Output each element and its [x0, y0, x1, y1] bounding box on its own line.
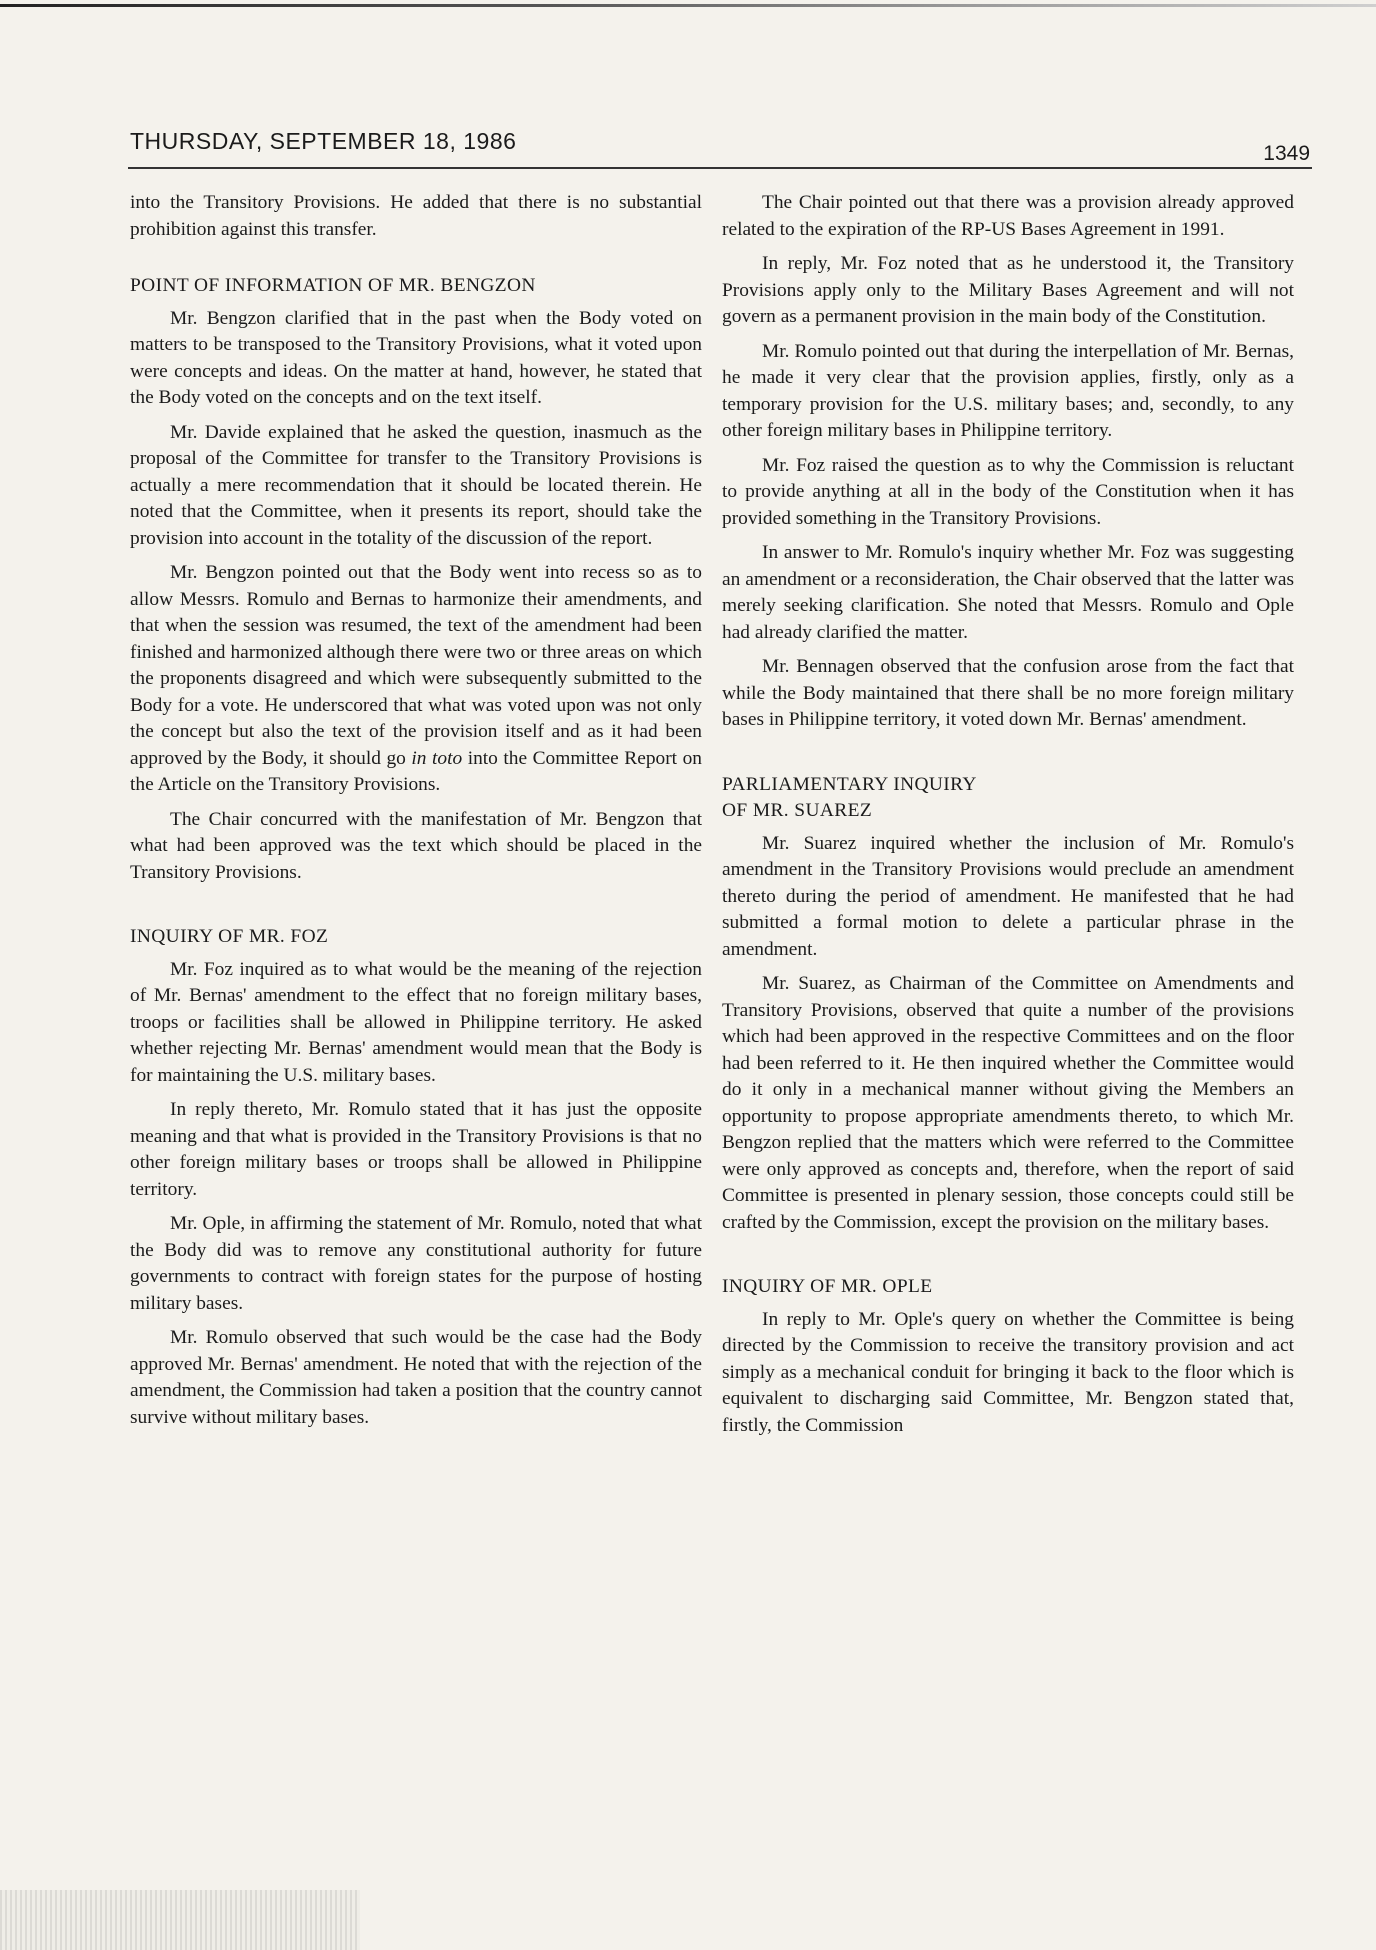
page-header — [130, 128, 1310, 164]
right-column — [722, 190, 1294, 1447]
paragraph: In reply, Mr. Foz noted that as he understood it, the Transitory Provisions apply only to the Military Bases Agreement and will not govern as a permanent provision in the main body of the Constitution. — [722, 253, 1294, 327]
section-heading: POINT OF INFORMATION OF MR. BENGZON — [130, 275, 536, 296]
paragraph: Mr. Foz raised the question as to why the Commission is reluctant to provide anything at all in the body of the Constitution when it has provided something in the Transitory Provisions. — [722, 454, 1294, 529]
paragraph: In reply to Mr. Ople's query on whether the Committee is being directed by the Commission to receive the transitory provision and act simply as a mechanical conduit for bringing it back to the floor which is equivalent to discharging said Committee, Mr. Bengzon stated that, firstly, the Commission — [722, 1308, 1294, 1436]
paragraph-text: into the Committee Report on the Article on the Transitory Provisions. — [130, 747, 702, 795]
paragraph: The Chair pointed out that there was a provision already approved related to the expiration of the RP-US Bases Agreement in 1991. — [722, 192, 1294, 240]
paragraph: Mr. Suarez, as Chairman of the Committee on Amendments and Transitory Provisions, observed that quite a number of the provisions which had been approved in the respective Committees and on the floor had been referred to it. He then inquired whether the Committee would do it only in a mechanical manner without giving the Members an opportunity to propose appropriate amendments thereto, to which Mr. Bengzon replied that the matters which were referred to the Committee were only approved as concepts and, therefore, when the report of said Committee is presented in plenary session, those concepts could still be crafted by the Commission, except the provision on the military bases. — [722, 973, 1294, 1233]
paragraph: Mr. Foz inquired as to what would be the meaning of the rejection of Mr. Bernas' amendment to the effect that no foreign military bases, troops or facilities shall be allowed in Philippine territory. He asked whether rejecting Mr. Bernas' amendment would mean that the Body is for maintaining the U.S. military bases. — [130, 958, 702, 1086]
section-heading: INQUIRY OF MR. FOZ — [130, 926, 329, 947]
paragraph-text: Mr. Bengzon pointed out that the Body went into recess so as to allow Messrs. Romulo and Bernas to harmonize their amendments, and that when the session was resumed, the text of the amendment had been finished and harmonized although there were two or three areas on which the proponents disagreed and which were subsequently submitted to the Body for a vote. He underscored that what was voted upon was not only the concept but also the text of the provision itself and as it had been approved by the Body, it should go — [130, 562, 702, 769]
heading-line: PARLIAMENTARY INQUIRY — [722, 773, 977, 795]
header-rule — [128, 167, 1312, 169]
paragraph: In answer to Mr. Romulo's inquiry whether Mr. Foz was suggesting an amendment or a reconsideration, the Chair observed that the latter was merely seeking clarification. She noted that Messrs. Romulo and Ople had already clarified the matter. — [722, 542, 1294, 643]
paragraph: Mr. Suarez inquired whether the inclusion of Mr. Romulo's amendment in the Transitory Provisions would preclude an amendment thereto during the period of amendment. He manifested that he had submitted a formal motion to delete a particular phrase in the amendment. — [722, 832, 1294, 960]
paragraph: The Chair concurred with the manifestation of Mr. Bengzon that what had been approved was the text which should be placed in the Transitory Provisions. — [130, 808, 702, 883]
paragraph: Mr. Ople, in affirming the statement of Mr. Romulo, noted that what the Body did was to remove any constitutional authority for future governments to contract with foreign states for the purpose of hosting military bases. — [130, 1213, 702, 1314]
page-number: 1349 — [1263, 142, 1310, 165]
paragraph: Mr. Bennagen observed that the confusion arose from the fact that while the Body maintained that there shall be no more foreign military bases in Philippine territory, it voted down Mr. Bernas' amendment. — [722, 656, 1294, 730]
paragraph: In reply thereto, Mr. Romulo stated that it has just the opposite meaning and that what is provided in the Transitory Provisions is that no other foreign military bases or troops shall be allowed in Philippine territory. — [130, 1099, 702, 1200]
heading-line: OF MR. SUAREZ — [722, 800, 873, 821]
section-heading — [722, 772, 1294, 825]
paragraph: Mr. Romulo observed that such would be the case had the Body approved Mr. Bernas' amendment. He noted that with the rejection of the amendment, the Commission had taken a position that the country cannot survive without military bases. — [130, 1327, 702, 1428]
paragraph: Mr. Bengzon clarified that in the past when the Body voted on matters to be transposed to the Transitory Provisions, what it voted upon were concepts and ideas. On the matter at hand, however, he stated that the Body voted on the concepts and on the text itself. — [130, 307, 702, 408]
section-heading: INQUIRY OF MR. OPLE — [722, 1276, 933, 1297]
italic-phrase: in toto — [411, 747, 463, 769]
left-column — [130, 190, 702, 1439]
header-date: THURSDAY, SEPTEMBER 18, 1986 — [130, 128, 517, 154]
scan-edge-line — [0, 4, 1376, 7]
paragraph — [130, 560, 702, 799]
scan-noise — [0, 1890, 360, 1950]
paragraph: Mr. Romulo pointed out that during the interpellation of Mr. Bernas, he made it very clear that the provision applies, firstly, only as a temporary provision for the U.S. military bases; and, secondly, to any other foreign military bases in Philippine territory. — [722, 340, 1294, 441]
paragraph: Mr. Davide explained that he asked the question, inasmuch as the proposal of the Committee for transfer to the Transitory Provisions is actually a mere recommendation that it should be located therein. He noted that the Committee, when it presents its report, should take the provision into account in the totality of the discussion of the report. — [130, 421, 702, 549]
paragraph: into the Transitory Provisions. He added that there is no substantial prohibition against this transfer. — [130, 192, 702, 240]
